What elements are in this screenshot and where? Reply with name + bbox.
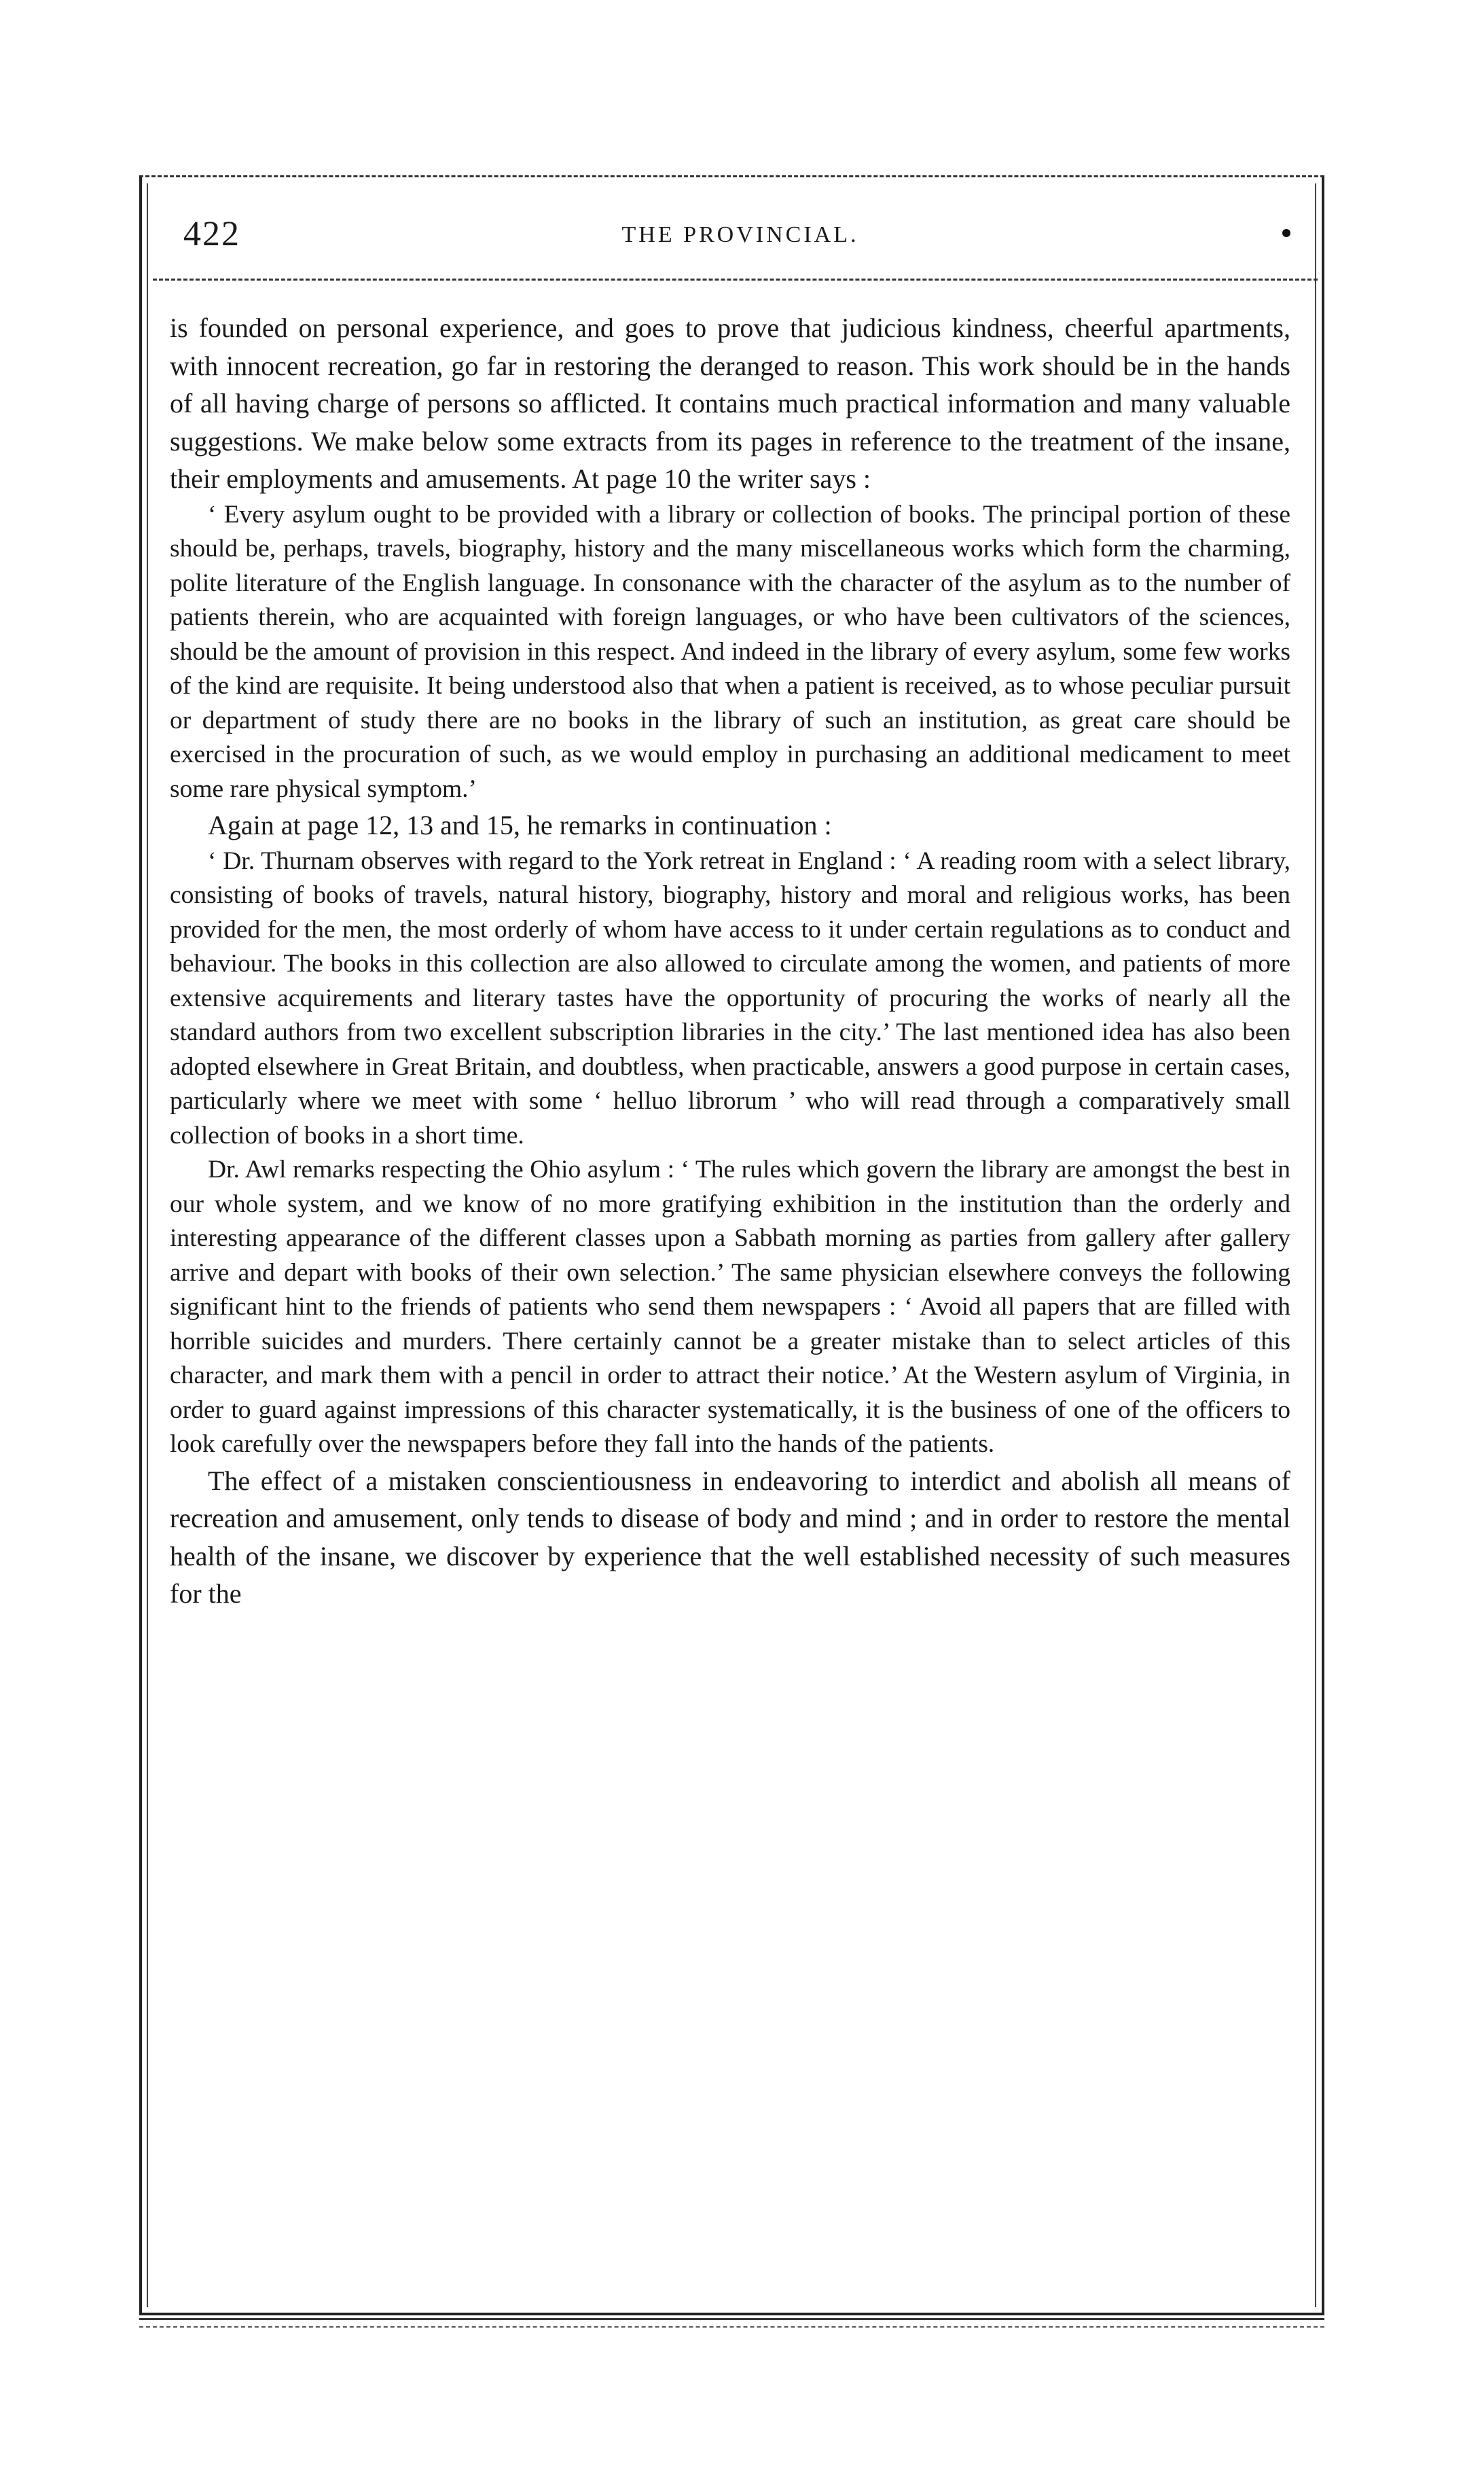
header-rule xyxy=(153,279,1318,281)
quote-library-provision: ‘ Every asylum ought to be provided with a library or collection of books. The principal portion of these should be, perhaps, travels, biography, history and the many miscellaneous works which form the charming, polite literature of the English language. In consonance with the character of the asylum as to the number of patients therein, who are acquainted with foreign languages, or who have been cultivators of the sciences, should be the amount of provision in this respect. And indeed in the library of every asylum, some few works of the kind are requisite. It being understood also that when a patient is received, as to whose peculiar pursuit or department of study there are no books in the library of such an institution, as great care should be exercised in the procuration of such, as we would employ in purchasing an additional medicament to meet some rare physical symptom.’ xyxy=(170,500,1290,803)
footer-rule-dashed xyxy=(139,2326,1324,2328)
page-number: 422 xyxy=(183,215,240,253)
page-header xyxy=(170,214,1311,268)
paragraph-2: Again at page 12, 13 and 15, he remarks in continuation : xyxy=(208,810,832,840)
quote-thurnam: ‘ Dr. Thurnam observes with regard to the York retreat in England : ‘ A reading room with a select library, consisting of books of travels, natural history, biography, history and moral and religious works, has been provided for the men, the most orderly of whom have access to it under certain regulations as to conduct and behaviour. The books in this collection are also allowed to circulate among the women, and patients of more extensive acquirements and literary tastes have the opportunity of procuring the works of nearly all the standard authors from two excellent subscription libraries in the city.’ The last mentioned idea has also been adopted elsewhere in Great Britain, and doubtless, when practicable, answers a good purpose in certain cases, particularly where we meet with some ‘ helluo librorum ’ who will read through a comparatively small collection of books in a short time. xyxy=(170,847,1290,1150)
running-head: THE PROVINCIAL. xyxy=(621,222,859,247)
paragraph-1: is founded on personal experience, and goes to prove that judicious kindness, cheerful apartments, with innocent recreation, go far in restoring the deranged to reason. This work should be in the hands of all having charge of persons so afflicted. It contains much practical information and many valuable suggestions. We make below some extracts from its pages in reference to the treatment of the insane, their employments and amusements. At page 10 the writer says : xyxy=(170,313,1290,494)
bullet-mark-icon xyxy=(1282,229,1290,237)
quote-awl: Dr. Awl remarks respecting the Ohio asylum : ‘ The rules which govern the library are amongst the best in our whole system, and we know of no more gratifying exhibition in the institution than the orderly and interesting appearance of the different classes upon a Sabbath morning as parties from gallery after gallery arrive and depart with books of their own selection.’ The same physician elsewhere conveys the following significant hint to the friends of patients who send them newspapers : ‘ Avoid all papers that are filled with horrible suicides and murders. There certainly cannot be a greater mistake than to select articles of this character, and mark them with a pencil in order to attract their notice.’ At the Western asylum of Virginia, in order to guard against impressions of this character systematically, it is the business of one of the officers to look carefully over the newspapers before they fall into the hands of the patients. xyxy=(170,1156,1290,1458)
paragraph-3: The effect of a mistaken conscientiousness in endeavoring to interdict and abolish all means of recreation and amusement, only tends to disease of body and mind ; and in order to restore the mental health of the insane, we discover by experience that the well established necessity of such measures for the xyxy=(170,1465,1290,1609)
page-body xyxy=(170,309,1290,1613)
footer-rule xyxy=(139,2318,1324,2320)
